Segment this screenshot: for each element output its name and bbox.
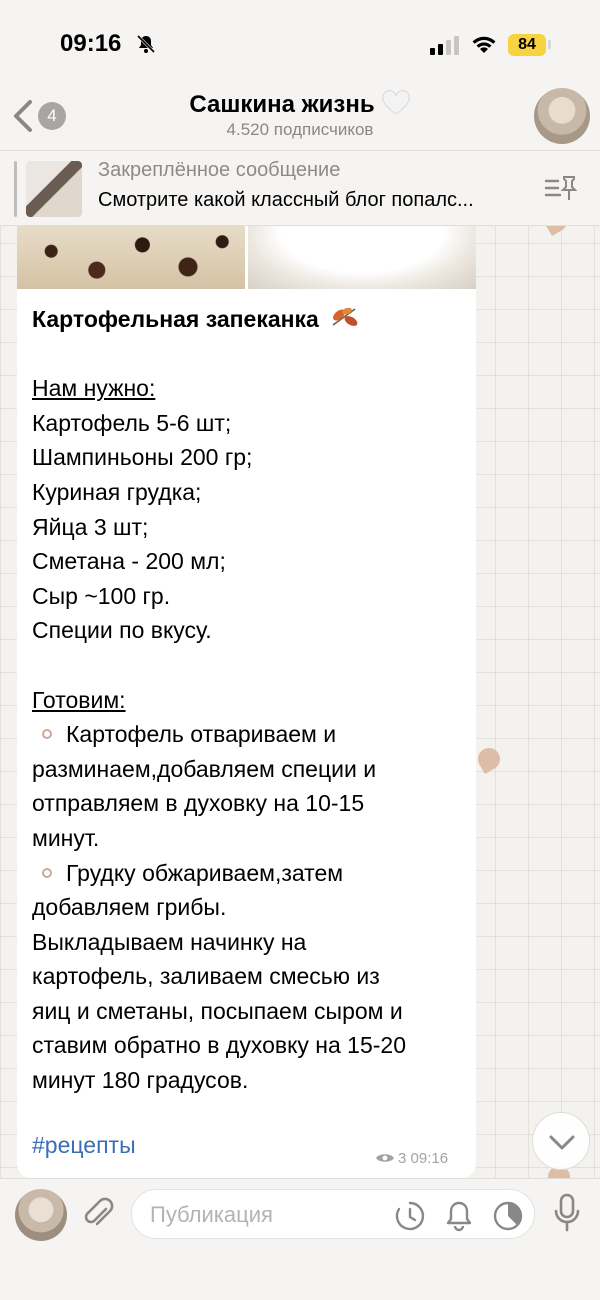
pinned-text: Смотрите какой классный блог попалс... <box>98 189 474 211</box>
microphone-icon[interactable] <box>552 1193 582 1233</box>
subscriber-count: 4.520 подписчиков <box>226 120 374 139</box>
message-line <box>32 856 472 891</box>
bullet-icon <box>42 729 52 739</box>
eye-icon <box>375 1152 395 1164</box>
battery-tip <box>548 40 551 49</box>
battery-indicator: 84 <box>508 34 546 56</box>
leaf-decoration <box>474 744 504 774</box>
channel-title[interactable] <box>0 90 600 119</box>
message-line-text: Картофель 5-6 шт; <box>32 409 232 436</box>
message-line <box>32 786 472 821</box>
timer-icon[interactable] <box>394 1200 426 1232</box>
message-line <box>32 613 472 648</box>
message-input-field[interactable] <box>131 1189 535 1239</box>
status-bar <box>0 0 600 88</box>
hashtag-link[interactable]: #рецепты <box>32 1132 136 1158</box>
message-line-text: Грудку обжариваем,затем <box>66 859 344 886</box>
message-line <box>32 302 472 337</box>
message-line <box>32 959 472 994</box>
bell-off-icon <box>136 34 156 54</box>
blank-line <box>32 337 472 372</box>
message-line <box>32 1028 472 1063</box>
channel-avatar[interactable] <box>534 88 590 144</box>
signal-icon <box>430 35 462 55</box>
photo-plate[interactable] <box>248 226 476 289</box>
message-line-text: Выкладываем начинку на <box>32 928 307 955</box>
photo-casserole[interactable] <box>17 226 245 289</box>
photo-strip <box>17 226 476 289</box>
autumn-leaves-icon <box>325 303 365 333</box>
message-meta <box>375 1150 448 1167</box>
message-line <box>32 371 472 406</box>
message-line-text: яиц и сметаны, посыпаем сыром и <box>32 997 403 1024</box>
message-line <box>32 544 472 579</box>
message-line-text: ставим обратно в духовку на 15-20 <box>32 1032 406 1059</box>
message-line <box>32 752 472 787</box>
pin-list-icon[interactable] <box>544 173 578 203</box>
message-line-text: Специи по вкусу. <box>32 617 212 644</box>
bullet-icon <box>42 868 52 878</box>
message-line-text: Сыр ~100 гр. <box>32 582 171 609</box>
message-line <box>32 406 472 441</box>
message-line-text: Шампиньоны 200 гр; <box>32 444 253 471</box>
message-line <box>32 994 472 1029</box>
message-line-text: Сметана - 200 мл; <box>32 548 226 575</box>
schedule-icon[interactable] <box>492 1200 524 1232</box>
back-chevron-icon[interactable] <box>10 98 36 134</box>
message-line <box>32 890 472 925</box>
message-line <box>32 925 472 960</box>
wifi-icon <box>470 33 498 55</box>
message-line <box>32 821 472 856</box>
message-line-text: разминаем,добавляем специи и <box>32 755 377 782</box>
unread-badge[interactable]: 4 <box>38 102 66 130</box>
view-count: 3 <box>398 1150 407 1167</box>
message-line-text: Картофельная запеканка <box>32 306 319 332</box>
message-line-text: Яйца 3 шт; <box>32 513 149 540</box>
status-time: 09:16 <box>60 30 122 57</box>
message-line-text: Куриная грудка; <box>32 478 202 505</box>
channel-name: Сашкина жизнь <box>189 91 375 118</box>
pinned-thumbnail <box>26 161 82 217</box>
paperclip-icon[interactable] <box>80 1195 116 1235</box>
pinned-message-bar[interactable] <box>0 150 600 226</box>
send-as-avatar[interactable] <box>15 1189 67 1241</box>
bell-icon[interactable] <box>444 1200 474 1232</box>
message-line <box>32 717 472 752</box>
message-input[interactable] <box>150 1200 370 1230</box>
blank-line <box>32 648 472 683</box>
message-line-text: Нам нужно: <box>32 375 156 402</box>
scroll-down-button[interactable] <box>532 1112 590 1170</box>
pinned-indicator <box>14 161 17 217</box>
chevron-down-icon <box>533 1113 591 1171</box>
message-line <box>32 440 472 475</box>
message-line-text: минут 180 градусов. <box>32 1067 249 1094</box>
message-line-text: добавляем грибы. <box>32 894 227 921</box>
message-line-text: отправляем в духовку на 10-15 <box>32 790 365 817</box>
message-line <box>32 579 472 614</box>
heart-icon <box>381 90 411 116</box>
message-line <box>32 683 472 718</box>
message-bubble[interactable] <box>17 226 476 1178</box>
message-line-text: минут. <box>32 824 100 851</box>
message-line <box>32 475 472 510</box>
input-bar <box>0 1178 600 1300</box>
message-line <box>32 1063 472 1098</box>
message-line-text: Картофель отвариваем и <box>66 721 337 748</box>
message-line <box>32 510 472 545</box>
message-line-text: Готовим: <box>32 686 126 713</box>
chat-header <box>0 88 600 150</box>
message-line-text: картофель, заливаем смесью из <box>32 963 380 990</box>
message-text <box>32 302 472 1098</box>
message-time: 09:16 <box>410 1150 449 1167</box>
pinned-title: Закреплённое сообщение <box>98 159 341 181</box>
